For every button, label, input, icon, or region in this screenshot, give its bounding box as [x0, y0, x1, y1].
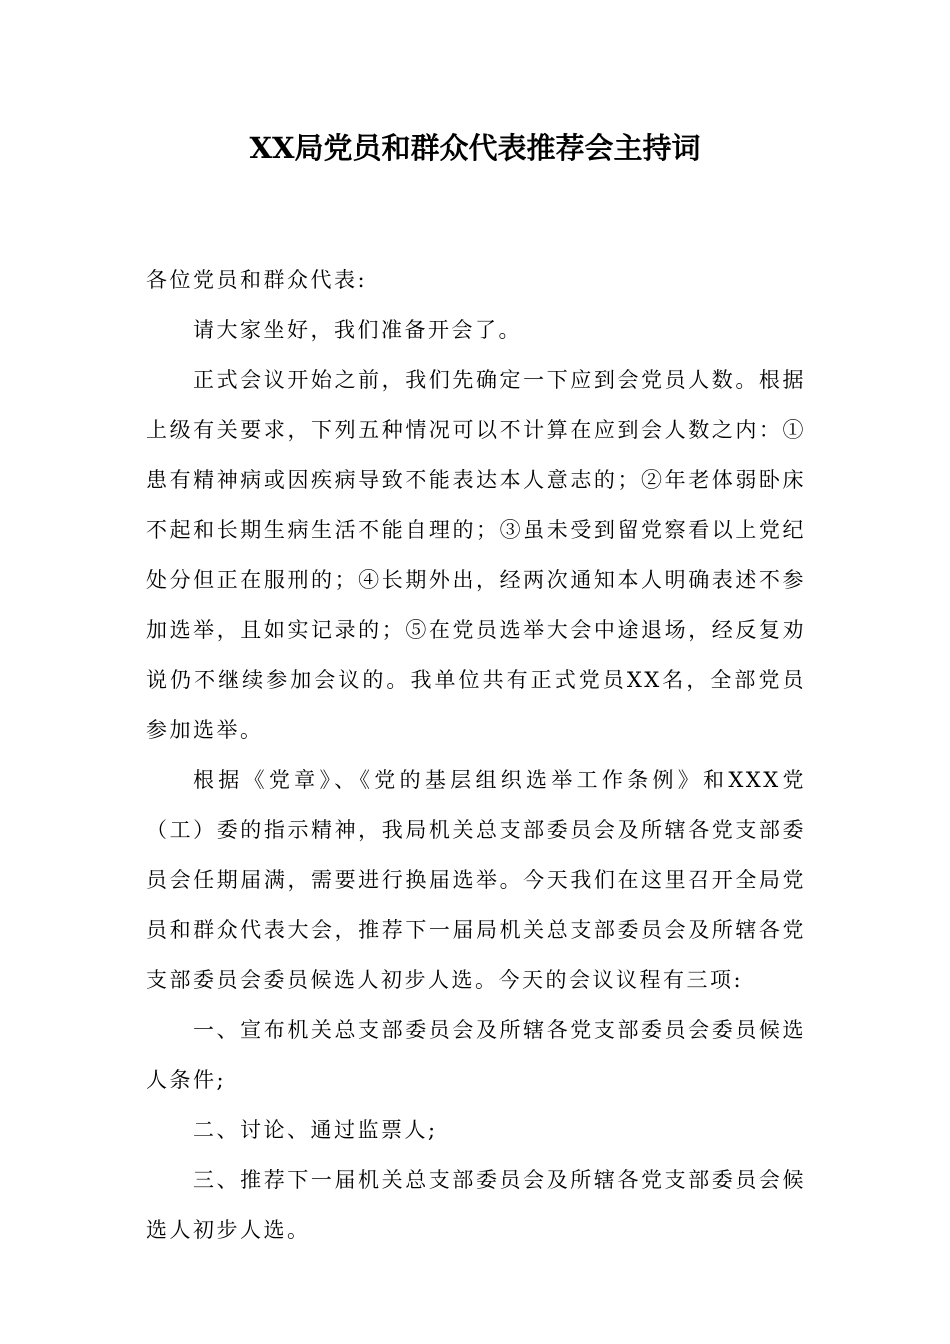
- paragraph: 正式会议开始之前，我们先确定一下应到会党员人数。根据上级有关要求，下列五种情况可以不计算在应到会人数之内：①患有精神病或因疾病导致不能表达本人意志的；②年老体弱卧床不起和长期生病生活不能自理的；③虽未受到留党察看以上党纪处分但正在服刑的；④长期外出，经两次通知本人明确表述不参加选举，且如实记录的；⑤在党员选举大会中途退场，经反复劝说仍不继续参加会议的。我单位共有正式党员XX名，全部党员参加选举。: [146, 368, 806, 742]
- document-body: [146, 255, 806, 1255]
- paragraph: 根据《党章》、《党的基层组织选举工作条例》和XXX党（工）委的指示精神，我局机关总支部委员会及所辖各党支部委员会任期届满，需要进行换届选举。今天我们在这里召开全局党员和群众代表大会，推荐下一届局机关总支部委员会及所辖各党支部委员会委员候选人初步人选。今天的会议议程有三项:: [146, 768, 806, 992]
- paragraph: 请大家坐好，我们准备开会了。: [193, 318, 522, 342]
- salutation: 各位党员和群众代表:: [146, 268, 368, 292]
- agenda-item-1: 一、宣布机关总支部委员会及所辖各党支部委员会委员候选人条件;: [146, 1018, 806, 1092]
- document-title: XX局党员和群众代表推荐会主持词: [249, 131, 701, 165]
- agenda-item-3: 三、推荐下一届机关总支部委员会及所辖各党支部委员会候选人初步人选。: [146, 1168, 806, 1242]
- agenda-item-2: 二、讨论、通过监票人;: [193, 1118, 438, 1142]
